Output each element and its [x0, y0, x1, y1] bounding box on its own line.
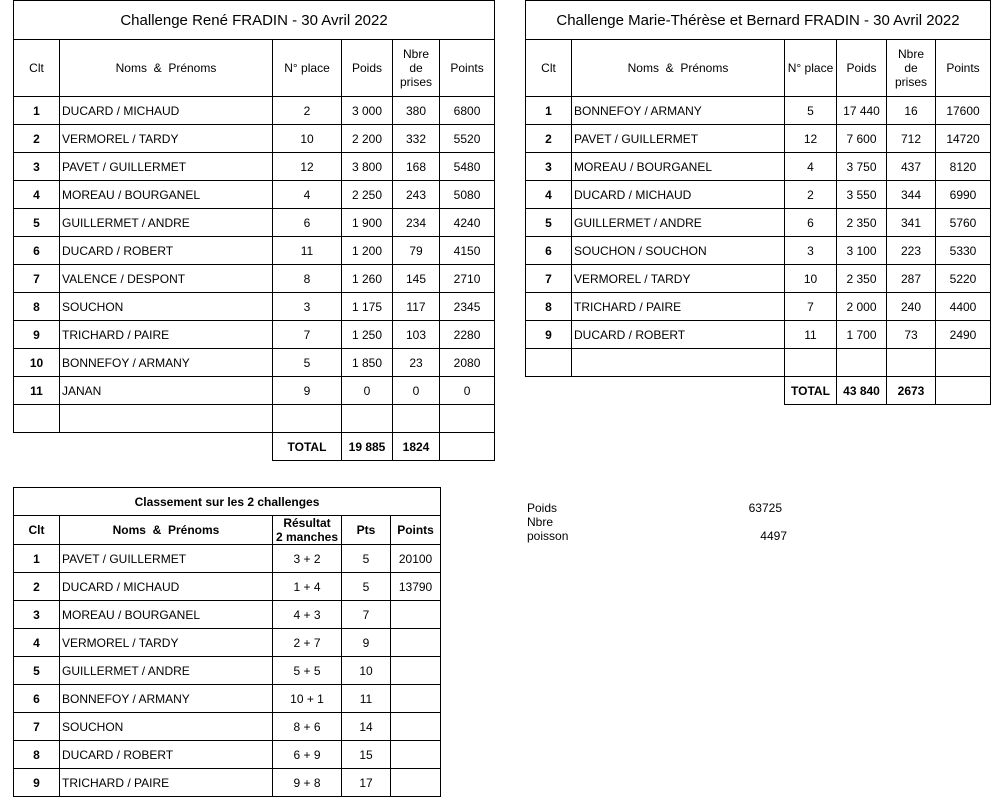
place-cell: 2 [785, 181, 837, 209]
header-prises-line2: de [409, 61, 423, 75]
place-cell: 5 [273, 349, 342, 377]
place-cell: 11 [785, 321, 837, 349]
header-clt: Clt [14, 40, 60, 97]
header-place: N° place [273, 40, 342, 97]
rank-cell: 7 [14, 713, 60, 741]
summary-block [527, 501, 787, 543]
header-place: N° place [785, 40, 837, 97]
poids-cell: 1 260 [342, 265, 393, 293]
header-noms: Noms & Prénoms [60, 40, 273, 97]
points-cell [391, 629, 441, 657]
pts-cell: 5 [342, 573, 391, 601]
resultat-cell: 8 + 6 [273, 713, 342, 741]
pts-cell: 15 [342, 741, 391, 769]
rank-cell: 8 [526, 293, 572, 321]
table-row [526, 153, 991, 181]
name-cell: GUILLERMET / ANDRE [60, 209, 273, 237]
points-cell: 8120 [936, 153, 991, 181]
poids-cell: 2 350 [837, 265, 887, 293]
table-row [14, 713, 441, 741]
summary-poids-label: Poids [527, 501, 558, 515]
poids-cell: 2 200 [342, 125, 393, 153]
pts-cell: 7 [342, 601, 391, 629]
challenge2-title [526, 1, 991, 40]
points-cell: 5220 [936, 265, 991, 293]
points-cell: 13790 [391, 573, 441, 601]
rank-cell: 1 [526, 97, 572, 125]
table-row [526, 125, 991, 153]
summary-poisson-row [527, 529, 787, 543]
header-prises-line1: Nbre [402, 47, 429, 61]
header-prises [393, 40, 440, 97]
name-cell: PAVET / GUILLERMET [60, 545, 273, 573]
header-resultat-line2: 2 manches [275, 530, 339, 544]
place-cell: 6 [785, 209, 837, 237]
poids-cell: 1 700 [837, 321, 887, 349]
table-row [14, 97, 495, 125]
challenge2-title-text: Challenge Marie-Thérèse et Bernard FRADIN - 30 Avril 2022 [556, 11, 960, 29]
challenge-marie-therese-bernard-fradin-table [525, 0, 991, 405]
header-poids: Poids [342, 40, 393, 97]
pts-cell: 9 [342, 629, 391, 657]
challenge2-header-row [526, 40, 991, 97]
place-cell: 9 [273, 377, 342, 405]
name-cell: DUCARD / ROBERT [60, 237, 273, 265]
poids-cell: 1 175 [342, 293, 393, 321]
points-cell: 5480 [440, 153, 495, 181]
table-row [14, 377, 495, 405]
name-cell: VERMOREL / TARDY [60, 125, 273, 153]
summary-nbre-row [527, 515, 787, 529]
prises-cell: 0 [393, 377, 440, 405]
challenge2-total-row [526, 377, 991, 405]
points-cell: 14720 [936, 125, 991, 153]
pts-cell: 11 [342, 685, 391, 713]
name-cell: MOREAU / BOURGANEL [572, 153, 785, 181]
rank-cell: 6 [14, 685, 60, 713]
points-cell: 0 [440, 377, 495, 405]
resultat-cell: 5 + 5 [273, 657, 342, 685]
table-row [526, 237, 991, 265]
points-cell: 2490 [936, 321, 991, 349]
challenge2-empty-row [526, 349, 991, 377]
name-cell: DUCARD / MICHAUD [60, 97, 273, 125]
prises-cell: 168 [393, 153, 440, 181]
resultat-cell: 3 + 2 [273, 545, 342, 573]
header-noms: Noms & Prénoms [60, 516, 273, 545]
points-cell [391, 741, 441, 769]
header-points: Points [440, 40, 495, 97]
challenge1-title [14, 1, 495, 40]
header-points: Points [936, 40, 991, 97]
name-cell: SOUCHON / SOUCHON [572, 237, 785, 265]
place-cell: 12 [785, 125, 837, 153]
name-cell: VERMOREL / TARDY [572, 265, 785, 293]
prises-cell: 145 [393, 265, 440, 293]
poids-cell: 7 600 [837, 125, 887, 153]
prises-cell: 223 [887, 237, 936, 265]
table-row [526, 321, 991, 349]
table-row [14, 769, 441, 797]
rank-cell: 11 [14, 377, 60, 405]
summary-nbre-label: Nbre [527, 515, 554, 529]
rank-cell: 3 [14, 153, 60, 181]
table-row [526, 293, 991, 321]
place-cell: 4 [785, 153, 837, 181]
challenge1-header-row [14, 40, 495, 97]
rank-cell: 2 [14, 573, 60, 601]
pts-cell: 17 [342, 769, 391, 797]
name-cell: DUCARD / ROBERT [572, 321, 785, 349]
total-poids: 43 840 [837, 377, 887, 405]
classement-table [13, 487, 441, 797]
poids-cell: 1 900 [342, 209, 393, 237]
points-cell: 4400 [936, 293, 991, 321]
rank-cell: 2 [526, 125, 572, 153]
total-prises: 2673 [887, 377, 936, 405]
challenge2-body [526, 97, 991, 349]
name-cell: VERMOREL / TARDY [60, 629, 273, 657]
table-row [14, 601, 441, 629]
poids-cell: 3 000 [342, 97, 393, 125]
prises-cell: 117 [393, 293, 440, 321]
place-cell: 10 [785, 265, 837, 293]
place-cell: 11 [273, 237, 342, 265]
name-cell: PAVET / GUILLERMET [60, 153, 273, 181]
poids-cell: 1 850 [342, 349, 393, 377]
table-row [14, 293, 495, 321]
pts-cell: 5 [342, 545, 391, 573]
table-row [14, 741, 441, 769]
classement-title: Classement sur les 2 challenges [14, 488, 441, 516]
challenge1-body [14, 97, 495, 405]
classement-body [14, 545, 441, 797]
prises-cell: 287 [887, 265, 936, 293]
table-row [526, 209, 991, 237]
table-row [14, 545, 441, 573]
resultat-cell: 4 + 3 [273, 601, 342, 629]
name-cell: PAVET / GUILLERMET [572, 125, 785, 153]
poids-cell: 1 200 [342, 237, 393, 265]
name-cell: JANAN [60, 377, 273, 405]
header-prises [887, 40, 936, 97]
rank-cell: 4 [526, 181, 572, 209]
header-prises-line3: prises [894, 75, 927, 89]
header-noms: Noms & Prénoms [572, 40, 785, 97]
summary-poisson-value: 4497 [760, 529, 787, 543]
prises-cell: 234 [393, 209, 440, 237]
table-row [526, 97, 991, 125]
place-cell: 7 [273, 321, 342, 349]
table-row [14, 685, 441, 713]
place-cell: 5 [785, 97, 837, 125]
resultat-cell: 6 + 9 [273, 741, 342, 769]
points-cell [391, 657, 441, 685]
challenge-rene-fradin-table [13, 0, 495, 461]
name-cell: SOUCHON [60, 713, 273, 741]
poids-cell: 3 100 [837, 237, 887, 265]
name-cell: DUCARD / MICHAUD [572, 181, 785, 209]
place-cell: 6 [273, 209, 342, 237]
total-poids: 19 885 [342, 433, 393, 461]
points-cell: 2080 [440, 349, 495, 377]
points-cell: 20100 [391, 545, 441, 573]
prises-cell: 103 [393, 321, 440, 349]
name-cell: DUCARD / ROBERT [60, 741, 273, 769]
place-cell: 3 [785, 237, 837, 265]
prises-cell: 344 [887, 181, 936, 209]
points-cell: 17600 [936, 97, 991, 125]
rank-cell: 9 [14, 321, 60, 349]
classement-header-row [14, 516, 441, 545]
points-cell: 2345 [440, 293, 495, 321]
challenge1-empty-row [14, 405, 495, 433]
total-label: TOTAL [785, 377, 837, 405]
header-resultat [273, 516, 342, 545]
table-row [14, 209, 495, 237]
prises-cell: 79 [393, 237, 440, 265]
points-cell [391, 601, 441, 629]
prises-cell: 712 [887, 125, 936, 153]
challenge1-title-text: Challenge René FRADIN - 30 Avril 2022 [120, 11, 388, 29]
resultat-cell: 9 + 8 [273, 769, 342, 797]
rank-cell: 1 [14, 545, 60, 573]
name-cell: MOREAU / BOURGANEL [60, 181, 273, 209]
header-prises-line3: prises [399, 75, 432, 89]
rank-cell: 4 [14, 629, 60, 657]
place-cell: 7 [785, 293, 837, 321]
header-poids: Poids [837, 40, 887, 97]
points-cell: 6800 [440, 97, 495, 125]
rank-cell: 9 [14, 769, 60, 797]
prises-cell: 341 [887, 209, 936, 237]
header-prises-line2: de [904, 61, 918, 75]
rank-cell: 7 [14, 265, 60, 293]
rank-cell: 3 [14, 601, 60, 629]
prises-cell: 243 [393, 181, 440, 209]
points-cell: 4240 [440, 209, 495, 237]
name-cell: BONNEFOY / ARMANY [572, 97, 785, 125]
table-row [14, 265, 495, 293]
prises-cell: 16 [887, 97, 936, 125]
name-cell: VALENCE / DESPONT [60, 265, 273, 293]
header-resultat-line1: Résultat [283, 516, 331, 530]
header-clt: Clt [526, 40, 572, 97]
points-cell: 5760 [936, 209, 991, 237]
place-cell: 10 [273, 125, 342, 153]
rank-cell: 4 [14, 181, 60, 209]
points-cell: 5520 [440, 125, 495, 153]
header-prises-line1: Nbre [897, 47, 924, 61]
table-row [526, 265, 991, 293]
rank-cell: 8 [14, 293, 60, 321]
rank-cell: 7 [526, 265, 572, 293]
table-row [14, 657, 441, 685]
rank-cell: 2 [14, 125, 60, 153]
rank-cell: 5 [526, 209, 572, 237]
table-row [14, 629, 441, 657]
name-cell: TRICHARD / PAIRE [60, 769, 273, 797]
total-label: TOTAL [273, 433, 342, 461]
rank-cell: 5 [14, 209, 60, 237]
points-cell: 5080 [440, 181, 495, 209]
place-cell: 2 [273, 97, 342, 125]
poids-cell: 3 800 [342, 153, 393, 181]
prises-cell: 332 [393, 125, 440, 153]
pts-cell: 14 [342, 713, 391, 741]
table-row [14, 237, 495, 265]
rank-cell: 1 [14, 97, 60, 125]
name-cell: MOREAU / BOURGANEL [60, 601, 273, 629]
points-cell: 6990 [936, 181, 991, 209]
rank-cell: 6 [526, 237, 572, 265]
challenge1-total-row [14, 433, 495, 461]
table-row [14, 153, 495, 181]
name-cell: SOUCHON [60, 293, 273, 321]
poids-cell: 1 250 [342, 321, 393, 349]
place-cell: 8 [273, 265, 342, 293]
place-cell: 12 [273, 153, 342, 181]
name-cell: GUILLERMET / ANDRE [60, 657, 273, 685]
poids-cell: 0 [342, 377, 393, 405]
rank-cell: 6 [14, 237, 60, 265]
summary-poisson-label: poisson [527, 529, 569, 543]
total-prises: 1824 [393, 433, 440, 461]
points-cell: 5330 [936, 237, 991, 265]
header-clt: Clt [14, 516, 60, 545]
points-cell: 4150 [440, 237, 495, 265]
table-row [14, 349, 495, 377]
poids-cell: 2 000 [837, 293, 887, 321]
rank-cell: 9 [526, 321, 572, 349]
poids-cell: 3 550 [837, 181, 887, 209]
rank-cell: 8 [14, 741, 60, 769]
header-pts: Pts [342, 516, 391, 545]
poids-cell: 2 350 [837, 209, 887, 237]
prises-cell: 437 [887, 153, 936, 181]
table-row [14, 181, 495, 209]
place-cell: 4 [273, 181, 342, 209]
header-points: Points [391, 516, 441, 545]
poids-cell: 2 250 [342, 181, 393, 209]
poids-cell: 3 750 [837, 153, 887, 181]
points-cell: 2710 [440, 265, 495, 293]
name-cell: DUCARD / MICHAUD [60, 573, 273, 601]
prises-cell: 23 [393, 349, 440, 377]
table-row [14, 321, 495, 349]
resultat-cell: 2 + 7 [273, 629, 342, 657]
points-cell [391, 769, 441, 797]
resultat-cell: 10 + 1 [273, 685, 342, 713]
table-row [526, 181, 991, 209]
table-row [14, 125, 495, 153]
name-cell: BONNEFOY / ARMANY [60, 685, 273, 713]
rank-cell: 10 [14, 349, 60, 377]
points-cell [391, 685, 441, 713]
name-cell: TRICHARD / PAIRE [60, 321, 273, 349]
points-cell [391, 713, 441, 741]
table-row [14, 573, 441, 601]
rank-cell: 5 [14, 657, 60, 685]
poids-cell: 17 440 [837, 97, 887, 125]
summary-poids-row [527, 501, 787, 515]
prises-cell: 240 [887, 293, 936, 321]
prises-cell: 73 [887, 321, 936, 349]
name-cell: BONNEFOY / ARMANY [60, 349, 273, 377]
place-cell: 3 [273, 293, 342, 321]
prises-cell: 380 [393, 97, 440, 125]
resultat-cell: 1 + 4 [273, 573, 342, 601]
summary-poids-value: 63725 [748, 501, 782, 515]
pts-cell: 10 [342, 657, 391, 685]
rank-cell: 3 [526, 153, 572, 181]
name-cell: GUILLERMET / ANDRE [572, 209, 785, 237]
name-cell: TRICHARD / PAIRE [572, 293, 785, 321]
points-cell: 2280 [440, 321, 495, 349]
